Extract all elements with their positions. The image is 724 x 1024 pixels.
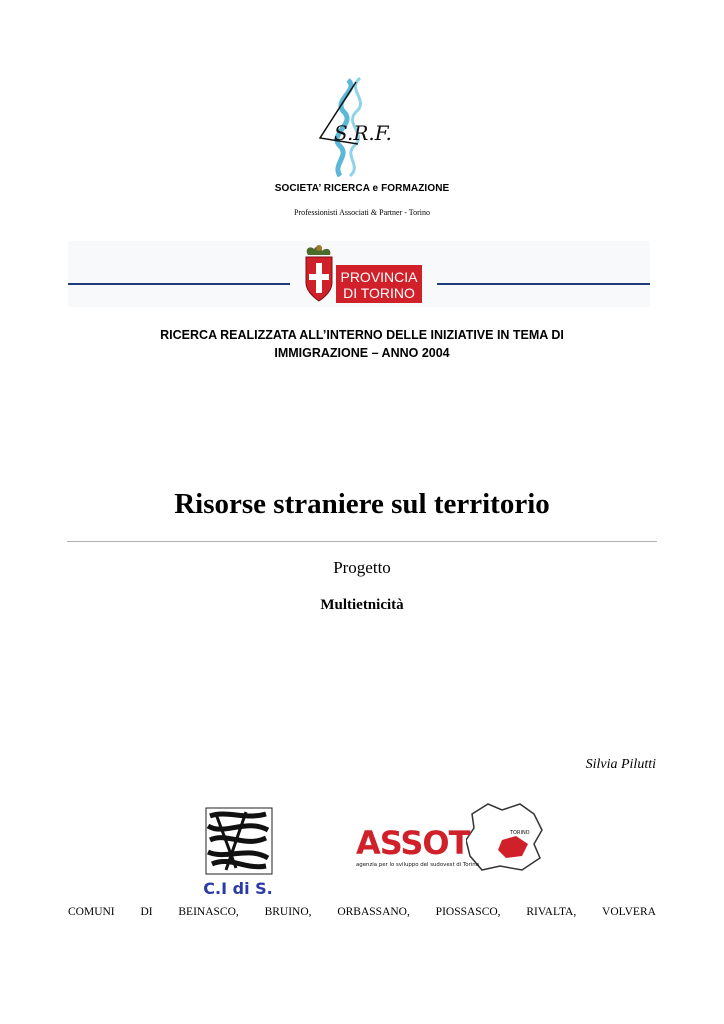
research-heading-line-1: RICERCA REALIZZATA ALL’INTERNO DELLE INIZIATIVE IN TEMA DI <box>160 328 564 342</box>
srf-logo <box>310 72 400 182</box>
comuni-list <box>68 906 656 918</box>
assot-map-label: TORINO <box>510 830 530 836</box>
banner-rule-right <box>437 283 650 285</box>
organization-name: SOCIETA’ RICERCA e FORMAZIONE <box>274 183 450 194</box>
comuni-item: DI <box>140 906 153 918</box>
province-line-1: PROVINCIA <box>340 269 418 285</box>
comuni-item: ORBASSANO, <box>337 906 410 918</box>
project-label: Progetto <box>333 558 391 577</box>
assot-subtitle: agenzia per lo sviluppo del sudovest di Torino <box>356 862 480 868</box>
provincia-di-torino-logo <box>300 243 426 305</box>
province-line-2: DI TORINO <box>343 285 415 301</box>
author-name: Silvia Pilutti <box>585 757 656 772</box>
comuni-item: RIVALTA, <box>526 906 577 918</box>
project-name: Multietnicità <box>320 597 404 613</box>
cids-text: C.I di S. <box>203 879 273 898</box>
comuni-item: PIOSSASCO, <box>435 906 501 918</box>
comuni-item: COMUNI <box>68 906 115 918</box>
organization-tagline: Professionisti Associati & Partner - Torino <box>294 208 430 217</box>
comuni-item: BEINASCO, <box>178 906 239 918</box>
piedmont-map-icon <box>466 804 542 870</box>
document-title: Risorse straniere sul territorio <box>174 488 550 520</box>
cids-logo <box>196 806 280 898</box>
banner-rule-left <box>68 283 290 285</box>
comuni-item: BRUINO, <box>264 906 312 918</box>
research-heading-line-2: IMMIGRAZIONE – ANNO 2004 <box>274 346 450 360</box>
assot-text: ASSOT <box>356 824 470 862</box>
assot-logo <box>350 800 548 876</box>
title-divider <box>67 541 657 542</box>
comuni-item: VOLVERA <box>602 906 656 918</box>
srf-logo-letters: S.R.F. <box>334 121 392 145</box>
